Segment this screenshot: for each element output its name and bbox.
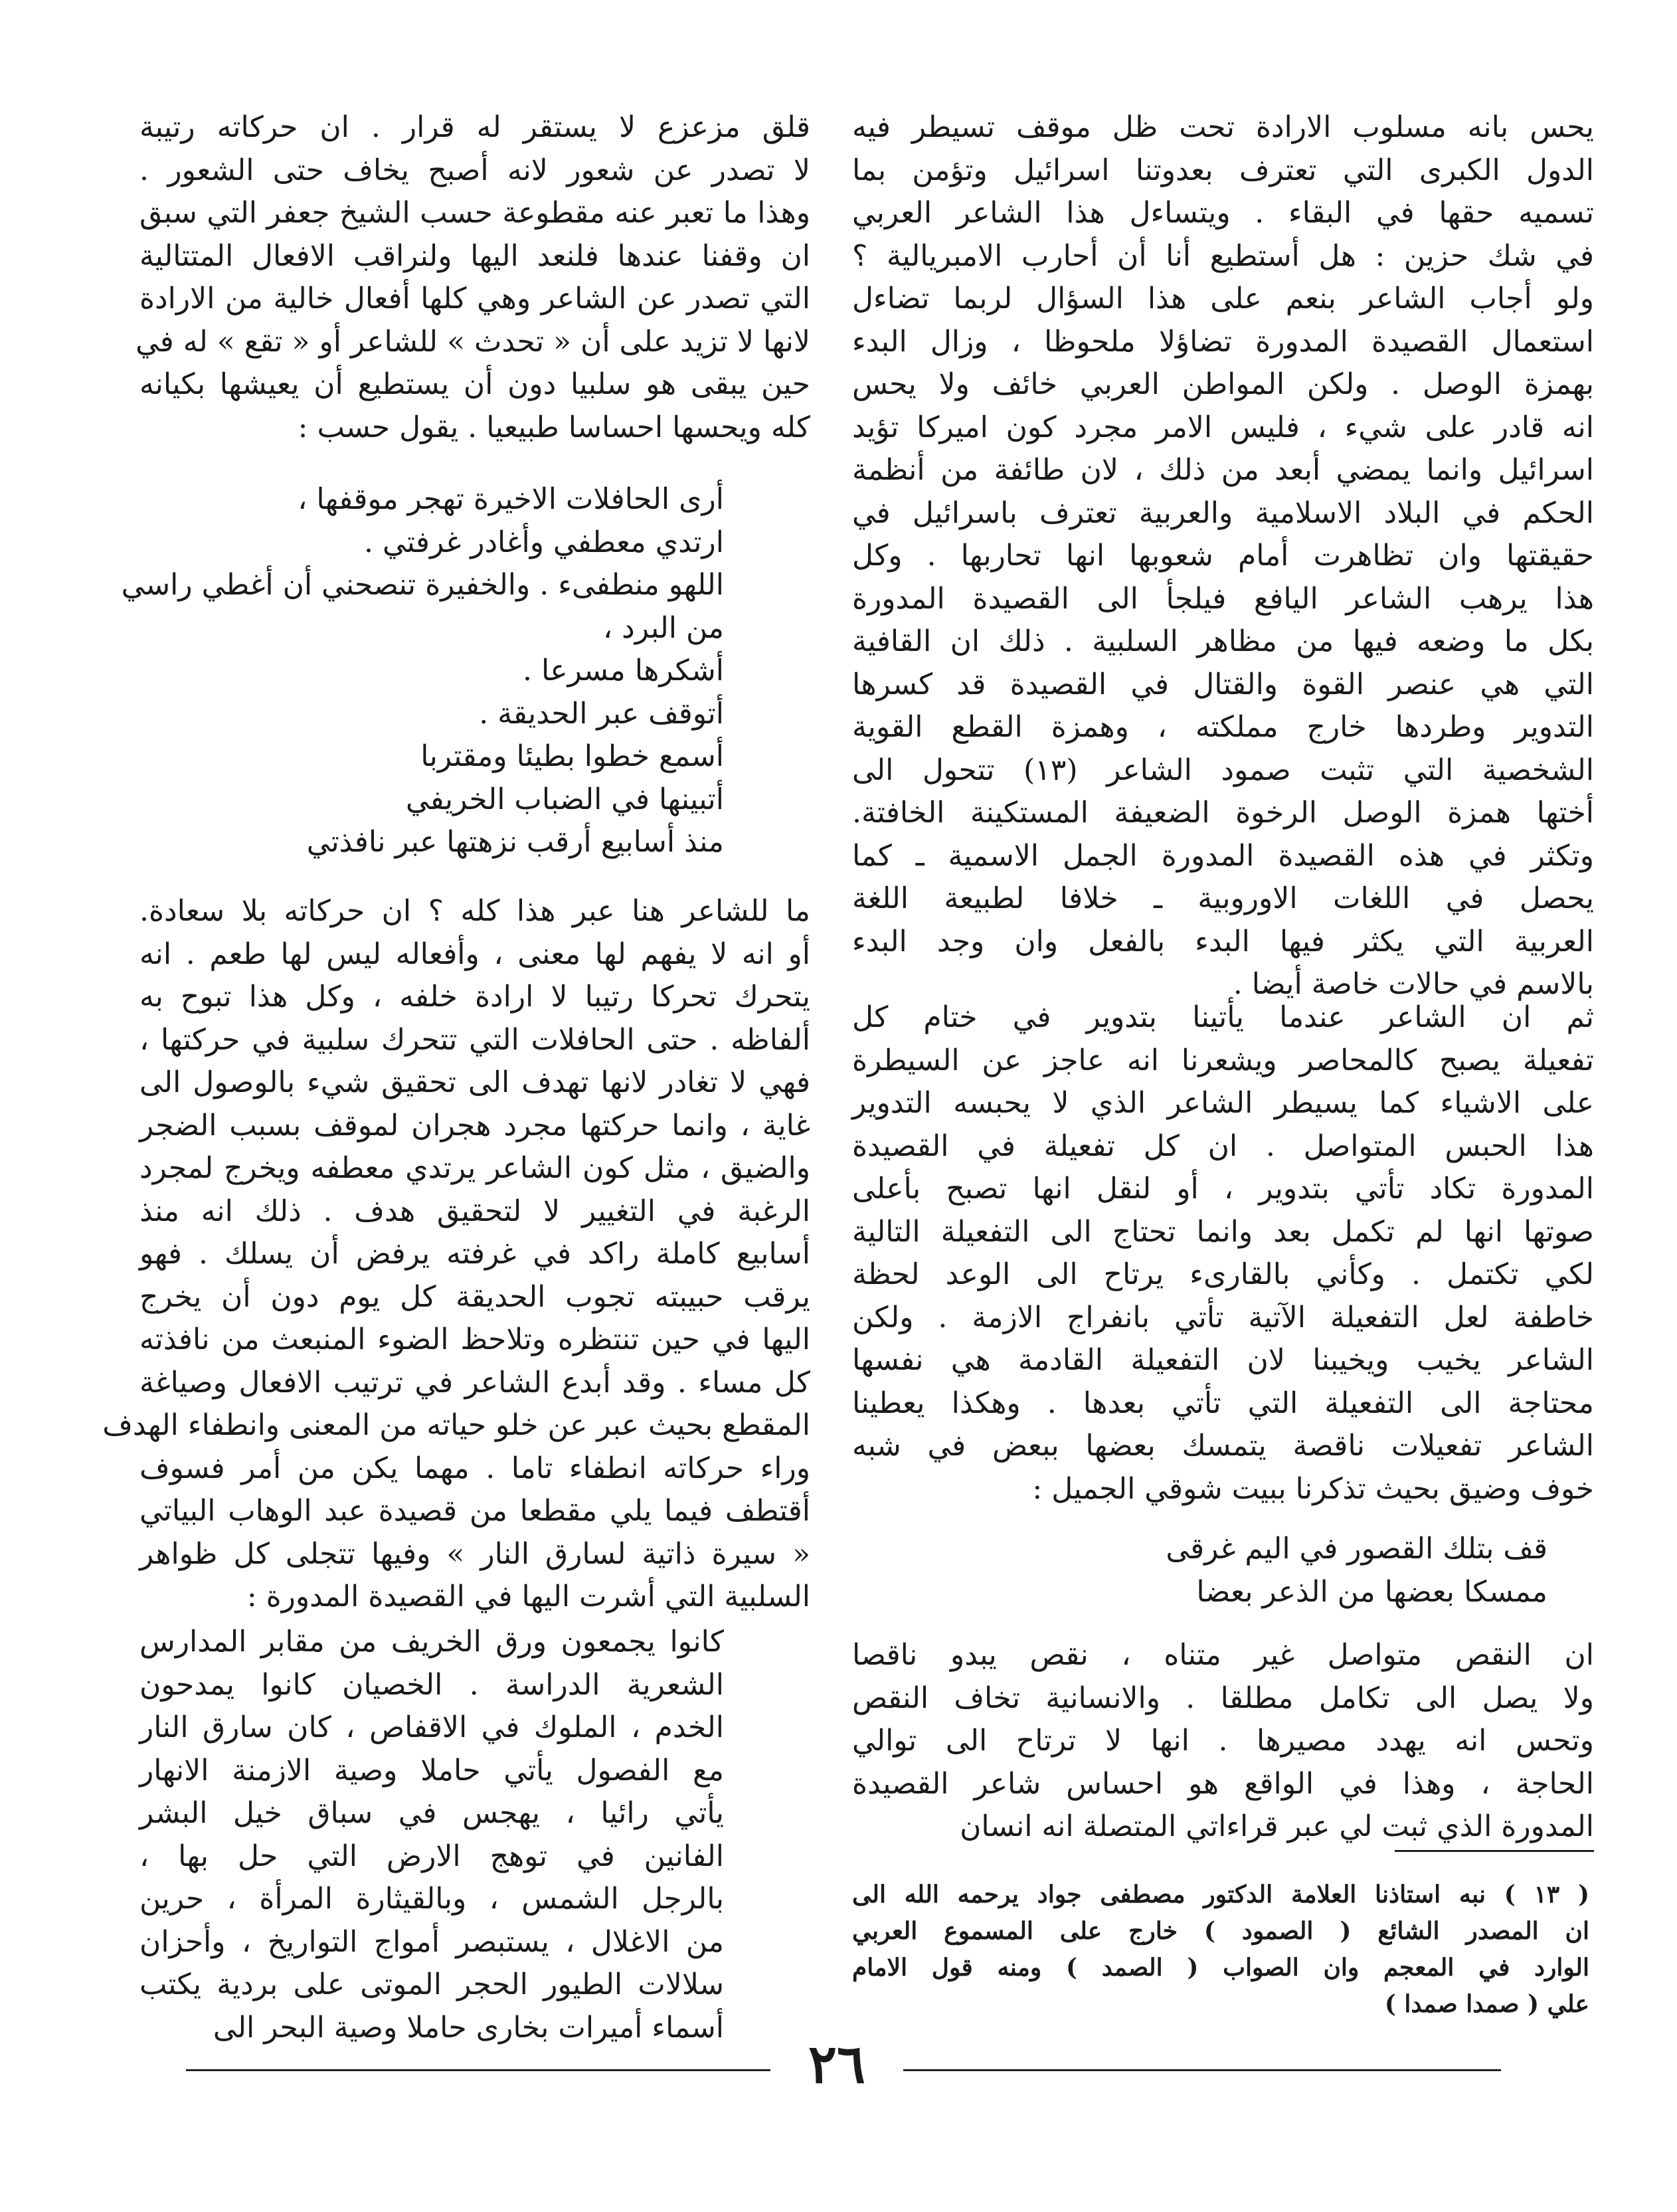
text-line: والضيق ، مثل كون الشاعر يرتدي معطفه ويخرج لمجرد <box>139 1151 810 1185</box>
text-line: المقطع بحيث عبر عن خلو حياته من المعنى وانطفاء الهدف <box>102 1408 810 1442</box>
text-line: التي تصدر عن الشاعر وهي كلها أفعال خالية من الارادة <box>139 282 810 316</box>
text-line: ان النقص متواصل غير متناه ، نقص يبدو ناقصا <box>852 1638 1594 1672</box>
text-line: أقتطف فيما يلي مقطعا من قصيدة عبد الوهاب البياتي <box>139 1494 810 1528</box>
text-line: يحصل في اللغات الاوروبية ـ خلافا لطبيعة اللغة <box>852 881 1594 915</box>
right-para-2 <box>852 996 1594 1511</box>
hasab-poem <box>121 478 724 864</box>
text-line: اليها في حين تنتظره وتلاحظ الضوء المنبعث من نافذته <box>139 1323 810 1356</box>
text-line: ولو أجاب الشاعر بنعم على هذا السؤال لربما تضاءل <box>852 282 1594 316</box>
left-para-2 <box>102 890 810 1619</box>
text-line: بكل ما وضعه فيها من مظاهر السلبية . ذلك ان القافية <box>852 624 1594 658</box>
text-line: التدوير وطردها خارج مملكته ، وهمزة القطع القوية <box>852 710 1594 744</box>
text-line: في شك حزين : هل أستطيع أنا أن أحارب الامبريالية ؟ <box>852 238 1594 273</box>
text-line: انه قادر على شيء ، فليس الامر مجرد كون اميركا تؤيد <box>852 410 1594 444</box>
footer-rule-left <box>186 2069 770 2071</box>
text-line: هذا الحبس المتواصل . ان كل تفعيلة في القصيدة <box>852 1129 1594 1163</box>
text-line: ممسكا بعضها من الذعر بعضا <box>1196 1574 1547 1609</box>
text-line: ما للشاعر هنا عبر هذا كله ؟ ان حركاته بلا سعادة. <box>139 894 810 928</box>
text-line: الرغبة في التغيير لا لتحقيق هدف . ذلك انه منذ <box>139 1194 810 1228</box>
text-line: فهي لا تغادر لانها تهدف الى تحقيق شيء بالوصول الى <box>139 1065 810 1099</box>
text-line: التي هي عنصر القوة والقتال في القصيدة قد كسرها <box>852 667 1594 701</box>
text-line: ثم ان الشاعر عندما يأتينا بتدوير في ختام كل <box>852 1000 1594 1034</box>
text-line: يأتي رائيا ، يهجس في سباق خيل البشر <box>139 1796 724 1830</box>
text-line: ألفاظه . حتى الحافلات التي تتحرك سلبية في حركتها ، <box>139 1022 810 1057</box>
text-line: الشعرية الدراسة . الخصيان كانوا يمدحون <box>139 1667 724 1702</box>
text-line: حقيقتها وان تظاهرت أمام شعوبها انها تحاربها . وكل <box>852 539 1594 573</box>
text-line: الخدم ، الملوك في الاقفاص ، كان سارق النار <box>139 1710 724 1744</box>
text-line: سلالات الطيور الحجر الموتى على بردية يكتب <box>139 1968 724 2001</box>
text-line: أسماء أميرات بخارى حاملا وصية البحر الى <box>213 2010 724 2045</box>
text-line: بالرجل الشمس ، وبالقيثارة المرأة ، حرين <box>139 1882 724 1916</box>
text-line: العربية التي يكثر فيها البدء بالفعل وان وجد البدء <box>852 924 1594 959</box>
text-line: ( ١٣ ) نبه استاذنا العلامة الدكتور مصطفى جواد يرحمه الله الى <box>852 1881 1589 1908</box>
text-line: أتبينها في الضباب الخريفي <box>405 782 724 816</box>
text-line: « سيرة ذاتية لسارق النار » وفيها تتجلى كل ظواهر <box>139 1536 810 1571</box>
text-line: بالاسم في حالات خاصة أيضا . <box>1233 967 1594 1001</box>
text-line: الشخصية التي تثبت صمود الشاعر (١٣) تتحول الى <box>852 753 1594 787</box>
shawqi-verse <box>983 1528 1547 1613</box>
text-line: يتحرك تحركا رتيبا لا ارادة خلفه ، وكل هذا تبوح به <box>139 980 810 1014</box>
text-line: علي ( صمدا صمدا ) <box>1384 1990 1589 2018</box>
text-line: المدورة الذي ثبت لي عبر قراءاتي المتصلة انه انسان <box>960 1809 1594 1843</box>
text-line: على الاشياء كما يسيطر الشاعر الذي لا يحبسه التدوير <box>852 1086 1594 1120</box>
text-line: هذا يرهب الشاعر اليافع فيلجأ الى القصيدة المدورة <box>852 581 1594 616</box>
text-line: حين يبقى هو سلبيا دون أن يستطيع أن يعيشها بكيانه <box>139 367 810 401</box>
text-line: ان المصدر الشائع ( الصمود ) خارج على المسموع العربي <box>852 1917 1589 1945</box>
text-line: أسابيع كاملة راكد في غرفته يرفض أن يسلك . فهو <box>139 1237 810 1271</box>
text-line: الشاعر يخيب ويخيبنا لان التفعيلة القادمة هي نفسها <box>852 1343 1594 1377</box>
footer-rule-right <box>903 2069 1501 2071</box>
text-line: السلبية التي أشرت اليها في القصيدة المدورة : <box>246 1580 810 1613</box>
footnote-divider <box>1395 1850 1594 1852</box>
text-line: يرقب حبيبته تجوب الحديقة كل يوم دون أن يخرج <box>139 1279 810 1314</box>
text-line: وتحس انه يهدد مصيرها . انها لا ترتاح الى توالي <box>852 1724 1594 1758</box>
text-line: خوف وضيق بحيث تذكرنا ببيت شوقي الجميل : <box>1032 1471 1594 1506</box>
text-line: تفعيلة يصبح كالمحاصر ويشعرنا انه عاجز عن السيطرة <box>852 1043 1594 1077</box>
text-line: منذ أسابيع أرقب نزهتها عبر نافذتي <box>306 825 724 859</box>
text-line: صوتها انها لم تكمل بعد وانما تحتاج الى التفعيلة التالية <box>852 1214 1594 1249</box>
text-line: الشاعر تفعيلات ناقصة يتمسك بعضها ببعض في شبه <box>852 1429 1594 1463</box>
right-para-1 <box>852 106 1594 1006</box>
text-line: كانوا يجمعون ورق الخريف من مقابر المدارس <box>139 1625 724 1659</box>
text-line: أو انه لا يفهم لها معنى ، وأفعاله ليس لها طعم . انه <box>139 937 810 971</box>
text-line: أسمع خطوا بطيئا ومقتربا <box>420 739 724 773</box>
text-line: غاية ، وانما حركتها مجرد هجران لموقف بسبب الضجر <box>139 1108 810 1143</box>
text-line: الحكم في البلاد الاسلامية والعربية تعترف باسرائيل في <box>852 496 1594 530</box>
text-line: الحاجة ، وهذا في الواقع هو احساس شاعر القصيدة <box>852 1766 1594 1801</box>
text-line: وتكثر في هذه القصيدة المدورة الجمل الاسمية ـ كما <box>852 838 1594 873</box>
text-line: اللهو منطفىء . والخفيرة تنصحني أن أغطي راسي <box>121 568 724 602</box>
text-line: قف بتلك القصور في اليم غرقى <box>1166 1532 1547 1566</box>
text-line: بهمزة الوصل . ولكن المواطن العربي خائف ولا يحس <box>852 367 1594 401</box>
page-number: ٢٦ <box>808 2033 865 2095</box>
text-line: يحس بانه مسلوب الارادة تحت ظل موقف تسيطر فيه <box>852 110 1594 144</box>
text-line: الفانين في توهج الارض التي حل بها ، <box>139 1839 724 1873</box>
text-line: أرى الحافلات الاخيرة تهجر موقفها ، <box>298 482 724 516</box>
text-line: وهذا ما تعبر عنه مقطوعة حسب الشيخ جعفر التي سبق <box>139 196 810 230</box>
text-line: تسميه حقها في البقاء . ويتساءل هذا الشاعر العربي <box>852 196 1594 230</box>
text-line: الوارد في المعجم وان الصواب ( الصمد ) ومنه قول الامام <box>852 1954 1589 1982</box>
text-line: لانها لا تزيد على أن « تحدث » للشاعر أو « تقع » له في <box>135 324 810 359</box>
footnote <box>852 1877 1589 2023</box>
text-line: المدورة تكاد تأتي بتدوير ، أو لنقل انها تصبح بأعلى <box>852 1172 1594 1206</box>
text-line: لكي تكتمل . وكأني بالقارىء يرتاح الى الوعد لحظة <box>852 1257 1594 1291</box>
text-line: ارتدي معطفي وأغادر غرفتي . <box>363 525 724 559</box>
text-line: مع الفصول يأتي حاملا وصية الازمنة الانهار <box>139 1753 724 1788</box>
bayati-quote <box>139 1621 724 2049</box>
text-line: ان وقفنا عندها فلنعد اليها ولنراقب الافعال المتتالية <box>139 238 810 273</box>
text-line: قلق مزعزع لا يستقر له قرار . ان حركاته رتيبة <box>139 110 810 144</box>
text-line: الدول الكبرى التي تعترف بعدوتنا اسرائيل وتؤمن بما <box>852 153 1594 187</box>
text-line: محتاجة الى التفعيلة التي تأتي بعدها . وهكذا يعطينا <box>852 1386 1594 1420</box>
right-para-3 <box>852 1634 1594 1849</box>
text-line: كله ويحسها احساسا طبيعيا . يقول حسب : <box>298 410 810 444</box>
text-line: أتوقف عبر الحديقة . <box>479 696 724 731</box>
text-line: من البرد ، <box>602 610 724 645</box>
text-line: لا تصدر عن شعور لانه أصبح يخاف حتى الشعور . <box>139 153 810 187</box>
left-para-1 <box>135 106 810 449</box>
text-line: كل مساء . وقد أبدع الشاعر في ترتيب الافعال وصياغة <box>139 1365 810 1400</box>
text-line: خاطفة لعل التفعيلة الآتية تأتي بانفراج الازمة . ولكن <box>852 1300 1594 1335</box>
text-line: اسرائيل وانما يمضي أبعد من ذلك ، لان طائفة من أنظمة <box>852 453 1594 487</box>
text-line: استعمال القصيدة المدورة تضاؤلا ملحوظا ، وزال البدء <box>852 324 1594 359</box>
text-line: أختها همزة الوصل الرخوة الضعيفة المستكينة الخافتة. <box>852 796 1594 830</box>
text-line: من الاغلال ، يستبصر أمواج التواريخ ، وأحزان <box>139 1924 724 1959</box>
text-line: أشكرها مسرعا . <box>523 654 724 688</box>
text-line: ولا يصل الى تكامل مطلقا . والانسانية تخاف النقص <box>852 1681 1594 1715</box>
text-line: وراء حركاته انطفاء تاما . مهما يكن من أمر فسوف <box>139 1451 810 1485</box>
